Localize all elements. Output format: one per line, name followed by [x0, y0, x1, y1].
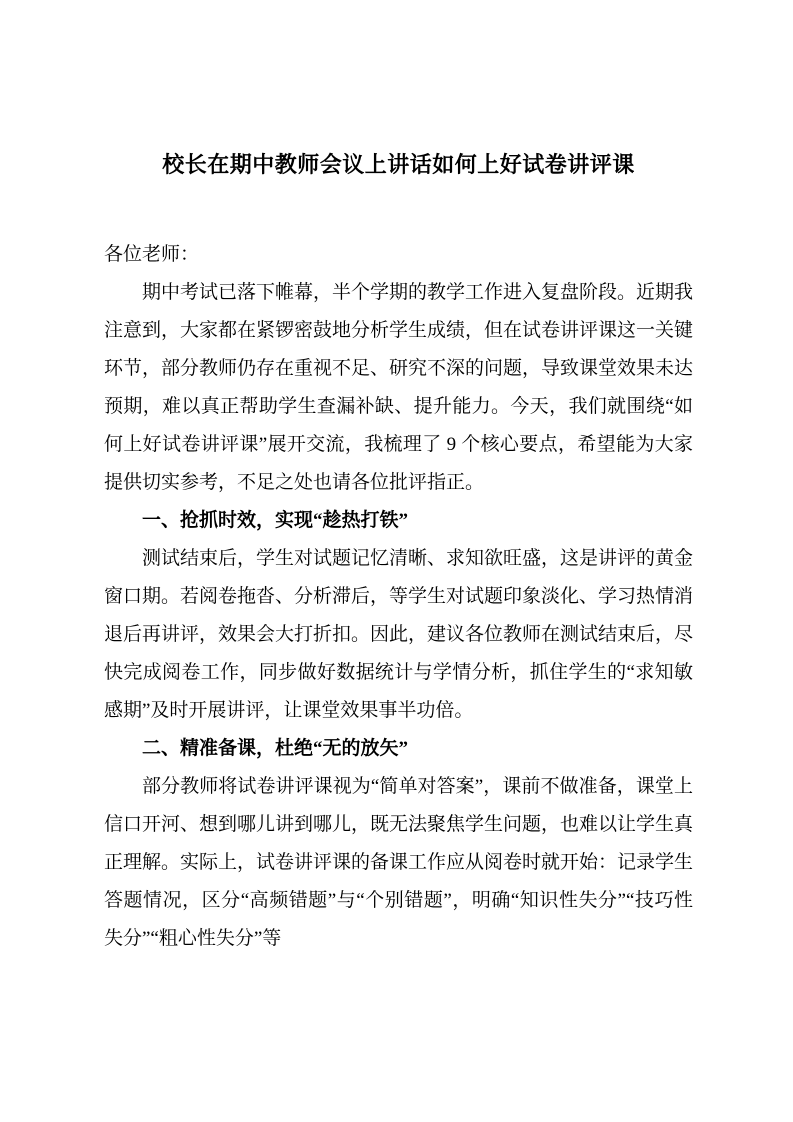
- intro-paragraph: 期中考试已落下帷幕，半个学期的教学工作进入复盘阶段。近期我注意到，大家都在紧锣密鼓地分析学生成绩，但在试卷讲评课这一关键环节，部分教师仍存在重视不足、研究不深的问题，导致课堂效果未达预期，难以真正帮助学生查漏补缺、提升能力。今天，我们就围绕“如何上好试卷讲评课”展开交流，我梳理了 9 个核心要点，希望能为大家提供切实参考，不足之处也请各位批评指正。: [104, 282, 694, 493]
- section-heading-1: 一、抢抓时效，实现“趁热打铁”: [142, 510, 409, 531]
- section-paragraph-1: 测试结束后，学生对试题记忆清晰、求知欲旺盛，这是讲评的黄金窗口期。若阅卷拖沓、分析滞后，等学生对试题印象淡化、学习热情消退后再讲评，效果会大打折扣。因此，建议各位教师在测试结束后，尽快完成阅卷工作，同步做好数据统计与学情分析，抓住学生的“求知敏感期”及时开展讲评，让课堂效果事半功倍。: [104, 548, 694, 721]
- document-title: 校长在期中教师会议上讲话如何上好试卷讲评课: [162, 152, 635, 177]
- section-heading-2: 二、精准备课，杜绝“无的放矢”: [142, 738, 409, 759]
- document-body: [104, 236, 693, 958]
- greeting-line: 各位老师：: [104, 244, 200, 265]
- section-paragraph-2: 部分教师将试卷讲评课视为“简单对答案”，课前不做准备，课堂上信口开河、想到哪儿讲到哪儿，既无法聚焦学生问题，也难以让学生真正理解。实际上，试卷讲评课的备课工作应从阅卷时就开始：记录学生答题情况，区分“高频错题”与“个别错题”，明确“知识性失分”“技巧性失分”“粗心性失分”等: [104, 776, 694, 949]
